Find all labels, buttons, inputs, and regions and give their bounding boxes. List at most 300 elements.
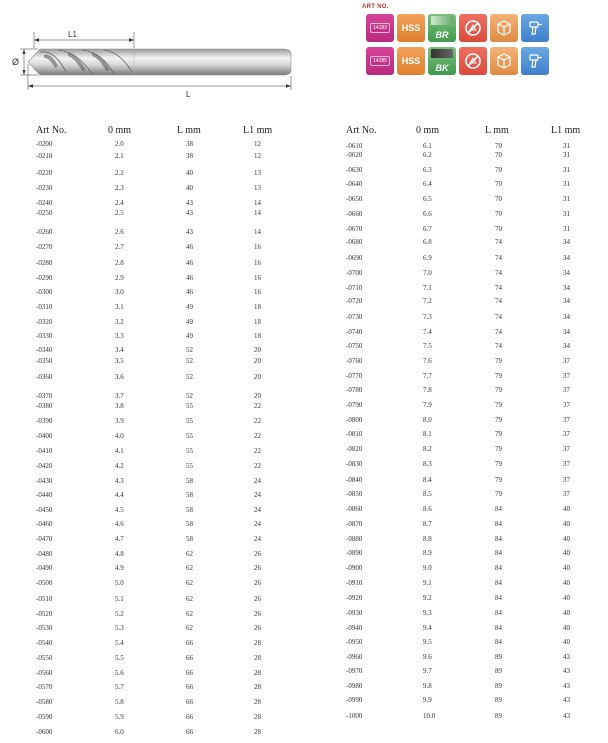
diameter-cell: 6.8 — [423, 238, 432, 246]
flute-length-cell: 34 — [563, 297, 570, 305]
art-number-cell: -0740 — [346, 328, 363, 336]
flute-length-cell: 24 — [254, 506, 261, 514]
length-cell: 74 — [495, 254, 502, 262]
art-number-cell: -0870 — [346, 520, 363, 528]
flute-length-cell: 40 — [563, 520, 570, 528]
flute-length-cell: 12 — [254, 140, 261, 148]
length-cell: 74 — [495, 313, 502, 321]
art-number-cell: -0620 — [346, 151, 363, 159]
diameter-cell: 8.0 — [423, 416, 432, 424]
length-cell: 79 — [495, 460, 502, 468]
flute-length-cell: 12 — [254, 152, 261, 160]
flute-length-cell: 18 — [254, 332, 261, 340]
table-row — [0, 444, 608, 454]
diameter-cell: 4.0 — [115, 432, 124, 440]
length-cell: 46 — [186, 288, 193, 296]
length-cell: 89 — [495, 667, 502, 675]
length-cell: 74 — [495, 269, 502, 277]
flute-length-cell: 26 — [254, 624, 261, 632]
flute-length-cell: 16 — [254, 274, 261, 282]
length-cell: 84 — [495, 594, 502, 602]
table-row — [0, 371, 608, 381]
diameter-cell: 4.2 — [115, 462, 124, 470]
table-row — [0, 593, 608, 603]
length-cell: 74 — [495, 238, 502, 246]
flute-length-cell: 34 — [563, 328, 570, 336]
flute-length-cell: 34 — [563, 238, 570, 246]
no-entry-icon — [459, 14, 487, 42]
flute-length-cell: 14 — [254, 199, 261, 207]
diameter-cell: 9.7 — [423, 667, 432, 675]
flute-length-cell: 24 — [254, 477, 261, 485]
table-row — [0, 283, 608, 293]
art-number-cell: -0770 — [346, 372, 363, 380]
length-cell: 43 — [186, 199, 193, 207]
length-cell: 58 — [186, 491, 193, 499]
art-number-cell: -0990 — [346, 696, 363, 704]
art-number-cell: -0220 — [36, 169, 53, 177]
flute-length-cell: 40 — [563, 594, 570, 602]
hss-material-badge: HSS — [397, 47, 425, 75]
flute-length-cell: 24 — [254, 535, 261, 543]
diameter-cell: 5.2 — [115, 610, 124, 618]
flute-length-cell: 26 — [254, 564, 261, 572]
table-row — [0, 548, 608, 558]
flute-length-cell: 22 — [254, 417, 261, 425]
flute-length-cell: 37 — [563, 476, 570, 484]
art-number-cell: -0470 — [36, 535, 53, 543]
art-number-cell: -0410 — [36, 447, 53, 455]
length-cell: 79 — [495, 476, 502, 484]
flute-length-cell: 20 — [254, 373, 261, 381]
diameter-cell: 8.1 — [423, 430, 432, 438]
flute-length-cell: 24 — [254, 491, 261, 499]
diameter-cell: 2.1 — [115, 152, 124, 160]
header-length: L mm — [485, 125, 509, 136]
art-number-cell: -0500 — [36, 579, 53, 587]
length-cell: 89 — [495, 712, 502, 720]
flute-length-cell: 31 — [563, 166, 570, 174]
header-flute-length: L1 mm — [551, 125, 581, 136]
art-number-cell: -0690 — [346, 254, 363, 262]
diameter-cell: 9.9 — [423, 696, 432, 704]
diameter-cell: 3.1 — [115, 303, 124, 311]
length-cell: 58 — [186, 520, 193, 528]
hand-drill-icon — [521, 14, 549, 42]
diameter-cell: 8.9 — [423, 549, 432, 557]
art-number-cell: -0540 — [36, 639, 53, 647]
length-cell: 66 — [186, 698, 193, 706]
art-number-cell: -0580 — [36, 698, 53, 706]
diameter-cell: 3.2 — [115, 318, 124, 326]
art-number-cell: -0650 — [346, 195, 363, 203]
length-cell: 84 — [495, 638, 502, 646]
finish-badge — [428, 47, 456, 75]
length-cell: 62 — [186, 579, 193, 587]
table-row — [0, 400, 608, 410]
diameter-cell: 3.9 — [115, 417, 124, 425]
diameter-cell: 2.7 — [115, 243, 124, 251]
article-number-badge — [366, 14, 394, 42]
art-number-cell: -0520 — [36, 610, 53, 618]
flute-length-cell: 34 — [563, 269, 570, 277]
art-number-cell: -0860 — [346, 505, 363, 513]
table-row — [0, 623, 608, 633]
diameter-cell: 6.4 — [423, 180, 432, 188]
diameter-cell: 8.5 — [423, 490, 432, 498]
flute-length-cell: 34 — [563, 284, 570, 292]
flute-length-cell: 28 — [254, 713, 261, 721]
flute-length-cell: 14 — [254, 228, 261, 236]
length-cell: 38 — [186, 152, 193, 160]
diameter-cell: 5.5 — [115, 654, 124, 662]
flute-length-cell: 37 — [563, 401, 570, 409]
diameter-cell: 8.8 — [423, 535, 432, 543]
art-number-cell: -0840 — [346, 476, 363, 484]
diameter-cell: 2.2 — [115, 169, 124, 177]
finish-code: BK — [435, 63, 449, 73]
art-number-cell: -0810 — [346, 430, 363, 438]
length-cell: 74 — [495, 328, 502, 336]
diameter-cell: 7.2 — [423, 297, 432, 305]
length-cell: 70 — [495, 142, 502, 150]
art-number-cell: -0360 — [36, 373, 53, 381]
cube-icon — [490, 47, 518, 75]
art-number-cell: -0640 — [346, 180, 363, 188]
length-cell: 66 — [186, 654, 193, 662]
flute-length-cell: 37 — [563, 357, 570, 365]
diameter-cell: 7.0 — [423, 269, 432, 277]
flute-length-cell: 43 — [563, 682, 570, 690]
diameter-cell: 7.9 — [423, 401, 432, 409]
table-row — [0, 179, 608, 189]
table-row — [0, 637, 608, 647]
flute-length-cell: 31 — [563, 210, 570, 218]
flute-length-cell: 28 — [254, 639, 261, 647]
length-cell: 79 — [495, 490, 502, 498]
art-number-cell: -0720 — [346, 297, 363, 305]
art-number-cell: -0210 — [36, 152, 53, 160]
art-number-cell: -0760 — [346, 357, 363, 365]
flute-length-cell: 24 — [254, 520, 261, 528]
flute-length-cell: 43 — [563, 712, 570, 720]
art-number-cell: -0550 — [36, 654, 53, 662]
art-number-cell: -0890 — [346, 549, 363, 557]
art-number-cell: -0790 — [346, 401, 363, 409]
length-cell: 40 — [186, 169, 193, 177]
length-cell: 52 — [186, 357, 193, 365]
art-number-cell: -0950 — [346, 638, 363, 646]
length-cell: 43 — [186, 209, 193, 217]
flute-length-cell: 31 — [563, 180, 570, 188]
badge-row — [366, 14, 549, 42]
diameter-cell: 9.4 — [423, 624, 432, 632]
diameter-cell: 4.5 — [115, 506, 124, 514]
length-cell: 74 — [495, 342, 502, 350]
table-row — [0, 666, 608, 676]
art-number-cell: -0700 — [346, 269, 363, 277]
art-number-cell: -0510 — [36, 595, 53, 603]
flute-length-cell: 40 — [563, 609, 570, 617]
length-cell: 70 — [495, 180, 502, 188]
length-cell: 46 — [186, 274, 193, 282]
diameter-cell: 4.1 — [115, 447, 124, 455]
flute-length-cell: 40 — [563, 549, 570, 557]
diameter-cell: 6.0 — [115, 728, 124, 736]
length-cell: 79 — [495, 416, 502, 424]
length-cell: 74 — [495, 284, 502, 292]
flute-length-cell: 37 — [563, 430, 570, 438]
diameter-cell: 9.8 — [423, 682, 432, 690]
diameter-cell: 4.9 — [115, 564, 124, 572]
hand-drill-icon — [521, 47, 549, 75]
header-diameter: 0 mm — [416, 125, 440, 136]
art-number-cell: -1000 — [346, 712, 363, 720]
length-cell: 55 — [186, 432, 193, 440]
length-cell: 84 — [495, 624, 502, 632]
table-row — [0, 165, 608, 175]
diameter-cell: 6.1 — [423, 142, 432, 150]
article-number-code: 14285 — [370, 56, 390, 66]
finish-badge — [428, 14, 456, 42]
flute-length-cell: 37 — [563, 416, 570, 424]
art-number-cell: -0570 — [36, 683, 53, 691]
length-cell: 62 — [186, 550, 193, 558]
flute-length-cell: 16 — [254, 259, 261, 267]
finish-code: BR — [435, 30, 449, 40]
art-number-cell: -0290 — [36, 274, 53, 282]
no-entry-icon — [459, 47, 487, 75]
diameter-cell: 5.4 — [115, 639, 124, 647]
diameter-cell: 5.3 — [115, 624, 124, 632]
diameter-cell: 4.6 — [115, 520, 124, 528]
flute-length-cell: 43 — [563, 696, 570, 704]
length-cell: 43 — [186, 228, 193, 236]
flute-length-cell: 40 — [563, 624, 570, 632]
art-number-cell: -0930 — [346, 609, 363, 617]
diameter-cell: 5.6 — [115, 669, 124, 677]
length-cell: 79 — [495, 357, 502, 365]
diameter-cell: 9.2 — [423, 594, 432, 602]
art-number-cell: -0420 — [36, 462, 53, 470]
art-number-cell: -0430 — [36, 477, 53, 485]
length-cell: 84 — [495, 579, 502, 587]
length-cell: 84 — [495, 505, 502, 513]
length-cell: 79 — [495, 430, 502, 438]
table-row — [0, 681, 608, 691]
flute-length-cell: 40 — [563, 535, 570, 543]
diameter-cell: 7.1 — [423, 284, 432, 292]
art-number-cell: -0980 — [346, 682, 363, 690]
diameter-cell: 5.9 — [115, 713, 124, 721]
diameter-cell: 7.3 — [423, 313, 432, 321]
length-cell: 62 — [186, 595, 193, 603]
art-number-cell: -0350 — [36, 357, 53, 365]
table-row — [0, 727, 608, 737]
diameter-cell: 2.6 — [115, 228, 124, 236]
flute-length-cell: 28 — [254, 669, 261, 677]
diameter-cell: 3.3 — [115, 332, 124, 340]
diameter-cell: 6.6 — [423, 210, 432, 218]
flute-length-cell: 28 — [254, 654, 261, 662]
table-row — [0, 519, 608, 529]
art-number-cell: -0320 — [36, 318, 53, 326]
flute-length-cell: 26 — [254, 550, 261, 558]
diameter-cell: 5.8 — [115, 698, 124, 706]
length-cell: 52 — [186, 392, 193, 400]
diameter-cell: 3.5 — [115, 357, 124, 365]
art-number-cell: -0820 — [346, 445, 363, 453]
diameter-cell: 9.6 — [423, 653, 432, 661]
diameter-cell: 4.7 — [115, 535, 124, 543]
diameter-cell: 6.5 — [423, 195, 432, 203]
header-art-no: Art No. — [36, 125, 67, 136]
table-row — [0, 695, 608, 705]
art-number-cell: -0460 — [36, 520, 53, 528]
flute-length-cell: 22 — [254, 432, 261, 440]
art-number-cell: -0910 — [346, 579, 363, 587]
length-cell: 70 — [495, 195, 502, 203]
art-number-cell: -0730 — [346, 313, 363, 321]
art-number-cell: -0960 — [346, 653, 363, 661]
length-cell: 79 — [495, 445, 502, 453]
art-number-cell: -0230 — [36, 184, 53, 192]
art-number-cell: -0600 — [36, 728, 53, 736]
diameter-cell: 5.1 — [115, 595, 124, 603]
flute-length-cell: 22 — [254, 402, 261, 410]
flute-length-cell: 18 — [254, 303, 261, 311]
table-row — [0, 385, 608, 395]
length-cell: 79 — [495, 386, 502, 394]
flute-length-cell: 22 — [254, 447, 261, 455]
art-number-cell: -0920 — [346, 594, 363, 602]
table-row — [0, 327, 608, 337]
flute-length-cell: 26 — [254, 595, 261, 603]
diameter-cell: 8.6 — [423, 505, 432, 513]
art-number-cell: -0940 — [346, 624, 363, 632]
art-number-cell: -0250 — [36, 209, 53, 217]
diameter-cell: 9.5 — [423, 638, 432, 646]
art-number-cell: -0560 — [36, 669, 53, 677]
flute-length-cell: 31 — [563, 225, 570, 233]
length-cell: 89 — [495, 696, 502, 704]
length-cell: 89 — [495, 653, 502, 661]
flute-length-cell: 37 — [563, 460, 570, 468]
table-row — [0, 459, 608, 469]
art-number-cell: -0450 — [36, 506, 53, 514]
diameter-cell: 4.8 — [115, 550, 124, 558]
length-cell: 66 — [186, 639, 193, 647]
art-number-cell: -0850 — [346, 490, 363, 498]
art-number-cell: -0480 — [36, 550, 53, 558]
art-number-cell: -0440 — [36, 491, 53, 499]
art-number-cell: -0660 — [346, 210, 363, 218]
art-number-cell: -0530 — [36, 624, 53, 632]
diameter-cell: 2.8 — [115, 259, 124, 267]
diameter-cell: 3.4 — [115, 346, 124, 354]
length-cell: 70 — [495, 151, 502, 159]
article-number-badge — [366, 47, 394, 75]
table-row — [0, 150, 608, 160]
table-row — [0, 268, 608, 278]
diameter-cell: 7.7 — [423, 372, 432, 380]
diameter-cell: 6.9 — [423, 254, 432, 262]
table-row — [0, 356, 608, 366]
flute-length-cell: 13 — [254, 184, 261, 192]
length-cell: 62 — [186, 564, 193, 572]
flute-length-cell: 43 — [563, 667, 570, 675]
flute-length-cell: 31 — [563, 195, 570, 203]
table-row — [0, 711, 608, 721]
flute-length-cell: 13 — [254, 169, 261, 177]
diameter-cell: 6.7 — [423, 225, 432, 233]
drill-diagram — [0, 0, 310, 110]
length-cell: 49 — [186, 318, 193, 326]
diameter-cell: 8.3 — [423, 460, 432, 468]
diameter-cell: 7.6 — [423, 357, 432, 365]
diameter-cell: 3.6 — [115, 373, 124, 381]
length-cell: 84 — [495, 609, 502, 617]
art-number-cell: -0400 — [36, 432, 53, 440]
diameter-cell: 5.7 — [115, 683, 124, 691]
table-row — [0, 475, 608, 485]
length-cell: 74 — [495, 297, 502, 305]
diameter-cell: 6.3 — [423, 166, 432, 174]
flute-length-cell: 37 — [563, 445, 570, 453]
diameter-cell: 5.0 — [115, 579, 124, 587]
diameter-cell: 8.7 — [423, 520, 432, 528]
flute-length-cell: 16 — [254, 288, 261, 296]
table-row — [0, 608, 608, 618]
art-number-cell: -0270 — [36, 243, 53, 251]
art-number-cell: -0370 — [36, 392, 53, 400]
length-cell: 84 — [495, 549, 502, 557]
flute-length-cell: 37 — [563, 372, 570, 380]
art-number-cell: -0970 — [346, 667, 363, 675]
badges-header: ART NO. — [362, 4, 389, 10]
flute-length-cell: 26 — [254, 579, 261, 587]
length-cell: 89 — [495, 682, 502, 690]
art-number-cell: -0380 — [36, 402, 53, 410]
flute-length-cell: 37 — [563, 386, 570, 394]
table-row — [0, 563, 608, 573]
flute-length-cell: 18 — [254, 318, 261, 326]
length-cell: 55 — [186, 402, 193, 410]
flute-length-cell: 40 — [563, 579, 570, 587]
table-row — [0, 224, 608, 234]
length-cell: 66 — [186, 669, 193, 677]
art-number-cell: -0330 — [36, 332, 53, 340]
header-diameter: 0 mm — [108, 125, 132, 136]
art-number-cell: -0490 — [36, 564, 53, 572]
flute-length-cell: 31 — [563, 142, 570, 150]
diameter-cell: 9.1 — [423, 579, 432, 587]
flute-length-cell: 14 — [254, 209, 261, 217]
art-number-cell: -0200 — [36, 140, 53, 148]
length-cell: 52 — [186, 373, 193, 381]
flute-length-cell: 16 — [254, 243, 261, 251]
table-row — [0, 504, 608, 514]
table-row — [0, 341, 608, 351]
table-row — [0, 652, 608, 662]
flute-length-cell: 28 — [254, 683, 261, 691]
length-cell: 70 — [495, 225, 502, 233]
article-number-code: 14183 — [370, 23, 390, 33]
length-cell: 66 — [186, 728, 193, 736]
length-cell: 79 — [495, 372, 502, 380]
length-cell: 58 — [186, 535, 193, 543]
length-cell: 79 — [495, 401, 502, 409]
